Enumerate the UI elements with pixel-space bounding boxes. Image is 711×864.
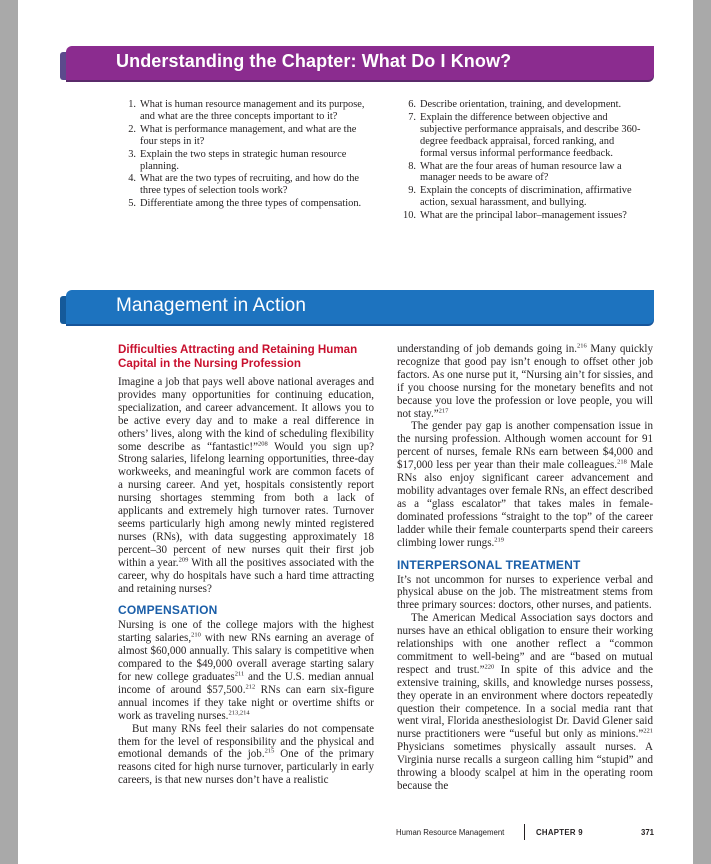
- question-number: 6.: [408, 99, 416, 110]
- paragraph-text: RNs can earn six-figure annual incomes if they take night or overtime shifts or work as traveling nurses.: [118, 683, 374, 722]
- question-text: What are the two types of recruiting, and how do the three types of selection tools work?: [140, 173, 359, 197]
- question-item: [402, 161, 642, 185]
- paragraph-text: Many quickly recognize that good pay isn’t enough to offset other job factors. As one nurse put it, “Nursing ain’t for sissies, and if you choose nursing for the monetary benefits and not because you love the profession or love people, you will not stay.”: [397, 343, 654, 420]
- left-margin-bar: [0, 0, 18, 864]
- footer-chapter: CHAPTER 9: [536, 828, 583, 837]
- footer-divider: [524, 824, 525, 840]
- paragraph-text: The American Medical Association says doctors and nurses have an ethical obligation to ensure their working relationships with one another reflect a “common commitment to well-being” and are “based on mutual respect and trust.”: [397, 612, 653, 676]
- paragraph-text: One of the primary reasons cited for high nurse turnover, particularly in early careers, is that new nurses don’t have a realistic: [118, 748, 374, 787]
- paragraph-text: with new RNs earning an average of almost $60,000 annually. This salary is competitive when compared to the $49,000 overall average starting salary for new college graduates: [118, 632, 374, 684]
- question-item: [122, 99, 372, 123]
- question-item: [402, 99, 642, 111]
- footer-book-title: Human Resource Management: [396, 828, 505, 837]
- question-number: 5.: [128, 198, 136, 210]
- management-in-action-banner: [66, 290, 654, 324]
- footnote-ref: 208: [257, 439, 268, 447]
- question-item: [402, 210, 642, 222]
- footnote-ref: 209: [178, 556, 189, 564]
- question-text: Explain the two steps in strategic human resource planning.: [140, 148, 347, 172]
- understanding-chapter-title: Understanding the Chapter: What Do I Know?: [116, 51, 512, 71]
- paragraph-text: Imagine a job that pays well above national averages and provides many opportunities for continuing education, specialization, and career advancement. It allows you to be active every day and to make a real difference in others’ lives, along with the kind of scheduling flexibility some describe as “fantastic!”: [118, 376, 374, 453]
- question-text: What is human resource management and its purpose, and what are the three concepts important to it?: [140, 99, 365, 122]
- question-number: 10.: [403, 210, 416, 222]
- question-number: 7.: [408, 111, 416, 123]
- compensation-paragraph: [397, 343, 653, 420]
- question-text: Differentiate among the three types of compensation.: [140, 198, 362, 210]
- paragraph-text: The gender pay gap is another compensation issue in the nursing profession. Although women account for 91 percent of nurses, female RNs earn between $4,000 and $17,000 less per year than their male colleagues.: [397, 420, 653, 472]
- question-text: What are the four areas of human resource law a manager needs to be aware of?: [420, 160, 622, 184]
- footnote-ref: 216: [577, 342, 587, 350]
- question-item: [122, 149, 372, 173]
- question-text: What are the principal labor–management issues?: [420, 210, 627, 222]
- compensation-paragraph: [118, 619, 374, 722]
- compensation-paragraph: [118, 723, 374, 788]
- paragraph-text: But many RNs feel their salaries do not compensate them for the level of responsibility and the physical and emotional demands of the job.: [118, 722, 374, 761]
- paragraph-text: Physicians sometimes physically assault nurses. A Virginia nurse recalls a surgeon calling him “stupid” and throwing a bloody scalpel at him in the operating room because the: [397, 741, 653, 792]
- paragraph-text: With all the positives associated with the career, why do hospitals have such a hard time attracting and retaining nurses?: [118, 556, 374, 595]
- questions-right-column: [402, 99, 642, 223]
- question-number: 9.: [408, 185, 416, 197]
- understanding-chapter-banner: [66, 46, 654, 80]
- question-item: [122, 124, 372, 148]
- management-in-action-title: Management in Action: [116, 295, 307, 316]
- question-number: 3.: [128, 148, 136, 160]
- question-text: Explain the difference between objective and subjective performance appraisals, and describe 360-degree feedback appraisal, forced ranking, and formal versus informal performance feedback.: [420, 111, 641, 159]
- questions-left-column: [122, 99, 372, 211]
- interpersonal-treatment-heading: INTERPERSONAL TREATMENT: [397, 557, 581, 572]
- paragraph-text: Male RNs also enjoy significant career advancement and mobility advantages over female RNs, an effect described as a “glass escalator” that takes males in female-dominated professions “straight to the top” of the career ladder while their female counterparts spend their careers climbing lower rungs.: [397, 459, 653, 549]
- paragraph-text: Nursing is one of the college majors with the highest starting salaries,: [118, 619, 374, 645]
- question-text: What is performance management, and what are the four steps in it?: [140, 123, 357, 147]
- footnote-ref: 217: [438, 406, 449, 414]
- footnote-ref: 210: [191, 631, 201, 639]
- article-left-column: [118, 343, 374, 787]
- interpersonal-paragraph: [397, 574, 653, 613]
- paragraph-text: It’s not uncommon for nurses to experience verbal and physical abuse on the job. The mistreatment stems from three primary sources: doctors, other nurses, and patients.: [397, 573, 653, 612]
- page-footer: [396, 827, 654, 841]
- footnote-ref: 213,214: [228, 709, 250, 717]
- footnote-ref: 218: [617, 458, 627, 466]
- question-item: [122, 198, 372, 210]
- paragraph-text: In spite of this advice and the extensive training, skills, and knowledge nurses possess, they operate in an environment where doctors repeatedly question their competence. In a social media rant that went viral, Florida anesthesiologist Dr. David Glener said nurse practitioners were “useful but only as minions.”: [397, 663, 653, 741]
- question-number: 2.: [128, 123, 136, 135]
- question-number: 4.: [128, 173, 136, 185]
- paragraph-text: Would you sign up? Strong salaries, lifelong learning opportunities, three-day workweeks, and meaningful work are common facets of a nursing career. And yet, hospitals consistently report nursing shortages stemming from both a lack of applicants and extremely high turnover rates. Turnover seems particularly high among newly minted registered nurses (RNs), with data suggesting approximately 18 percent–30 percent of new nurses quit their first job within a year.: [118, 440, 374, 569]
- case-title: Difficulties Attracting and Retaining Human Capital in the Nursing Profession: [118, 343, 358, 370]
- compensation-heading: COMPENSATION: [118, 603, 218, 618]
- page-number: 371: [640, 828, 654, 837]
- footnote-ref: 221: [643, 727, 653, 735]
- footnote-ref: 220: [484, 663, 495, 671]
- paragraph-text: and the U.S. median annual income of around $57,500.: [118, 671, 374, 696]
- question-item: [402, 185, 642, 209]
- question-text: Explain the concepts of discrimination, affirmative action, sexual harassment, and bullying.: [420, 185, 632, 209]
- footnote-ref: 215: [264, 747, 275, 755]
- question-number: 8.: [408, 160, 416, 172]
- question-number: 1.: [128, 99, 136, 110]
- question-text: Describe orientation, training, and development.: [420, 99, 622, 110]
- paragraph-text: understanding of job demands going in.: [397, 343, 578, 355]
- footnote-ref: 211: [234, 670, 245, 678]
- intro-paragraph: [118, 376, 374, 595]
- question-item: [402, 112, 642, 160]
- question-item: [122, 173, 372, 197]
- gender-pay-paragraph: [397, 420, 653, 549]
- right-margin-bar: [693, 0, 711, 864]
- interpersonal-paragraph: [397, 612, 653, 793]
- article-right-column: [397, 343, 653, 793]
- footnote-ref: 212: [245, 683, 256, 691]
- footnote-ref: 219: [494, 535, 505, 543]
